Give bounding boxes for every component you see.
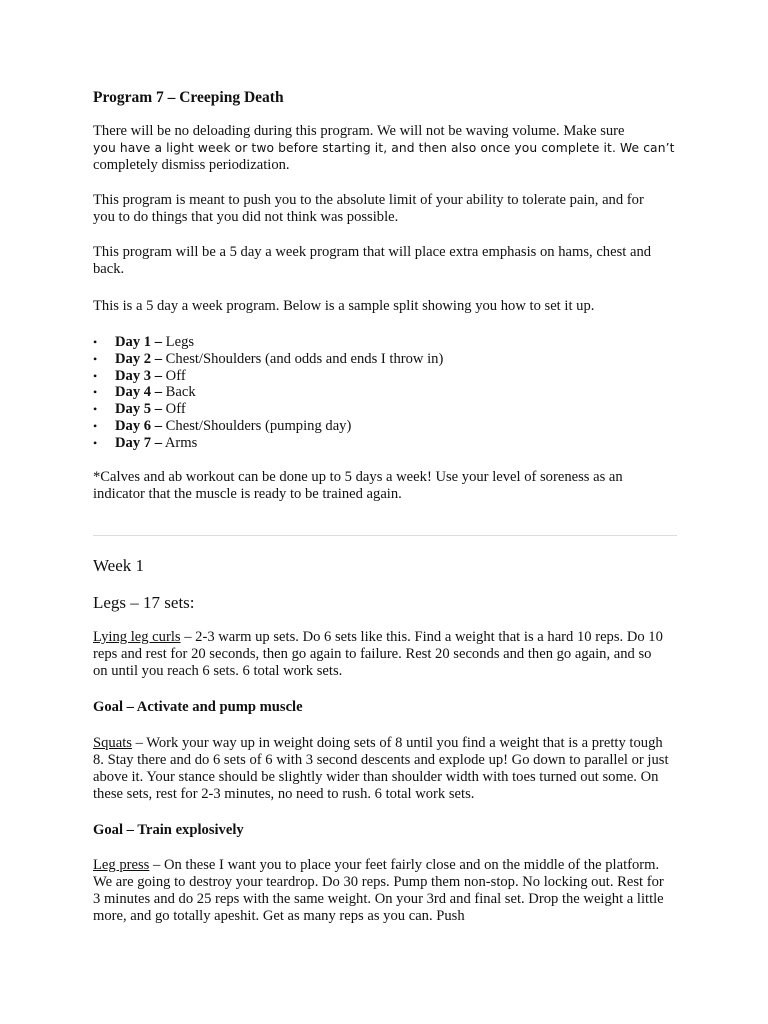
- exercise-description: – On these I want you to place your feet fairly close and on the middle of the platform. We are going to destroy your teardrop. Do 30 reps. Pump them non-stop. No locking out. Rest for 3 minutes and do 25 reps with the same weight. On your 3rd and final set. Drop the weight a little more, and go totally apeshit. Get as many reps as you can. Push: [93, 857, 664, 924]
- exercise-name: Leg press: [93, 857, 150, 873]
- paragraph-split-intro: This is a 5 day a week program. Below is a sample split showing you how to set it up.: [93, 298, 595, 314]
- list-item: [93, 384, 653, 401]
- bullet-icon: •: [93, 418, 98, 433]
- day-description: Chest/Shoulders (pumping day): [162, 417, 352, 434]
- bullet-icon: •: [93, 351, 98, 366]
- exercise-name: Squats: [93, 735, 132, 751]
- document-title: Program 7 – Creeping Death: [93, 89, 284, 106]
- paragraph-emphasis: This program will be a 5 day a week program that will place extra emphasis on hams, chest and back.: [93, 244, 652, 277]
- list-item: [93, 435, 653, 452]
- day-label: Day 3 –: [115, 367, 163, 384]
- bullet-icon: •: [93, 435, 98, 450]
- day-label: Day 2 –: [115, 350, 163, 367]
- day-label: Day 6 –: [115, 417, 163, 434]
- intro-paragraph: [93, 123, 683, 174]
- intro-line-1: There will be no deloading during this program. We will not be waving volume. Make sure: [93, 123, 625, 139]
- goal-explosive: Goal – Train explosively: [93, 822, 244, 838]
- day-description: Off: [162, 367, 186, 384]
- section-divider: [93, 535, 677, 536]
- day-description: Off: [162, 401, 186, 418]
- day-description: Chest/Shoulders (and odds and ends I throw in): [162, 350, 444, 367]
- day-description: Arms: [162, 434, 198, 451]
- list-item: [93, 418, 653, 435]
- day-split-list: [93, 334, 653, 452]
- exercise-leg-curls: [93, 629, 668, 680]
- exercise-leg-press: [93, 857, 673, 925]
- exercise-name: Lying leg curls: [93, 629, 181, 645]
- day-label: Day 1 –: [115, 334, 163, 350]
- week-heading: Week 1: [93, 556, 145, 575]
- intro-line-3: completely dismiss periodization.: [93, 157, 290, 173]
- calves-note: *Calves and ab workout can be done up to 5 days a week! Use your level of soreness as an indicator that the muscle is ready to be trained again.: [93, 469, 623, 502]
- bullet-icon: •: [93, 385, 98, 400]
- list-item: [93, 351, 653, 368]
- day-description: Legs: [162, 334, 195, 350]
- day-label: Day 5 –: [115, 401, 163, 418]
- bullet-icon: •: [93, 368, 98, 383]
- exercise-description: – 2-3 warm up sets. Do 6 sets like this. Find a weight that is a hard 10 reps. Do 10 reps and rest for 20 seconds, then go again to failure. Rest 20 seconds and then go again, and so on until you reach 6 sets. 6 total work sets.: [93, 629, 663, 679]
- list-item: [93, 401, 653, 418]
- day-description: Back: [162, 384, 196, 401]
- day-label: Day 4 –: [115, 384, 163, 401]
- legs-heading: Legs – 17 sets:: [93, 593, 195, 612]
- list-item: [93, 334, 653, 351]
- exercise-description: – Work your way up in weight doing sets of 8 until you find a weight that is a pretty tough 8. Stay there and do 6 sets of 6 with 3 second descents and explode up! Go down to parallel or just above it. Your stance should be slightly wider than shoulder width with toes turned out some. On these sets, rest for 2-3 minutes, no need to rush. 6 total work sets.: [93, 735, 669, 802]
- intro-line-2: you have a light week or two before starting it, and then also once you complete it. We can’t: [93, 141, 675, 155]
- bullet-icon: •: [93, 402, 98, 417]
- goal-activate: Goal – Activate and pump muscle: [93, 699, 303, 715]
- day-label: Day 7 –: [115, 434, 163, 451]
- list-item: [93, 368, 653, 385]
- paragraph-pain: This program is meant to push you to the absolute limit of your ability to tolerate pain, and for you to do things that you did not think was possible.: [93, 192, 644, 225]
- bullet-icon: •: [93, 335, 98, 349]
- exercise-squats: [93, 735, 673, 803]
